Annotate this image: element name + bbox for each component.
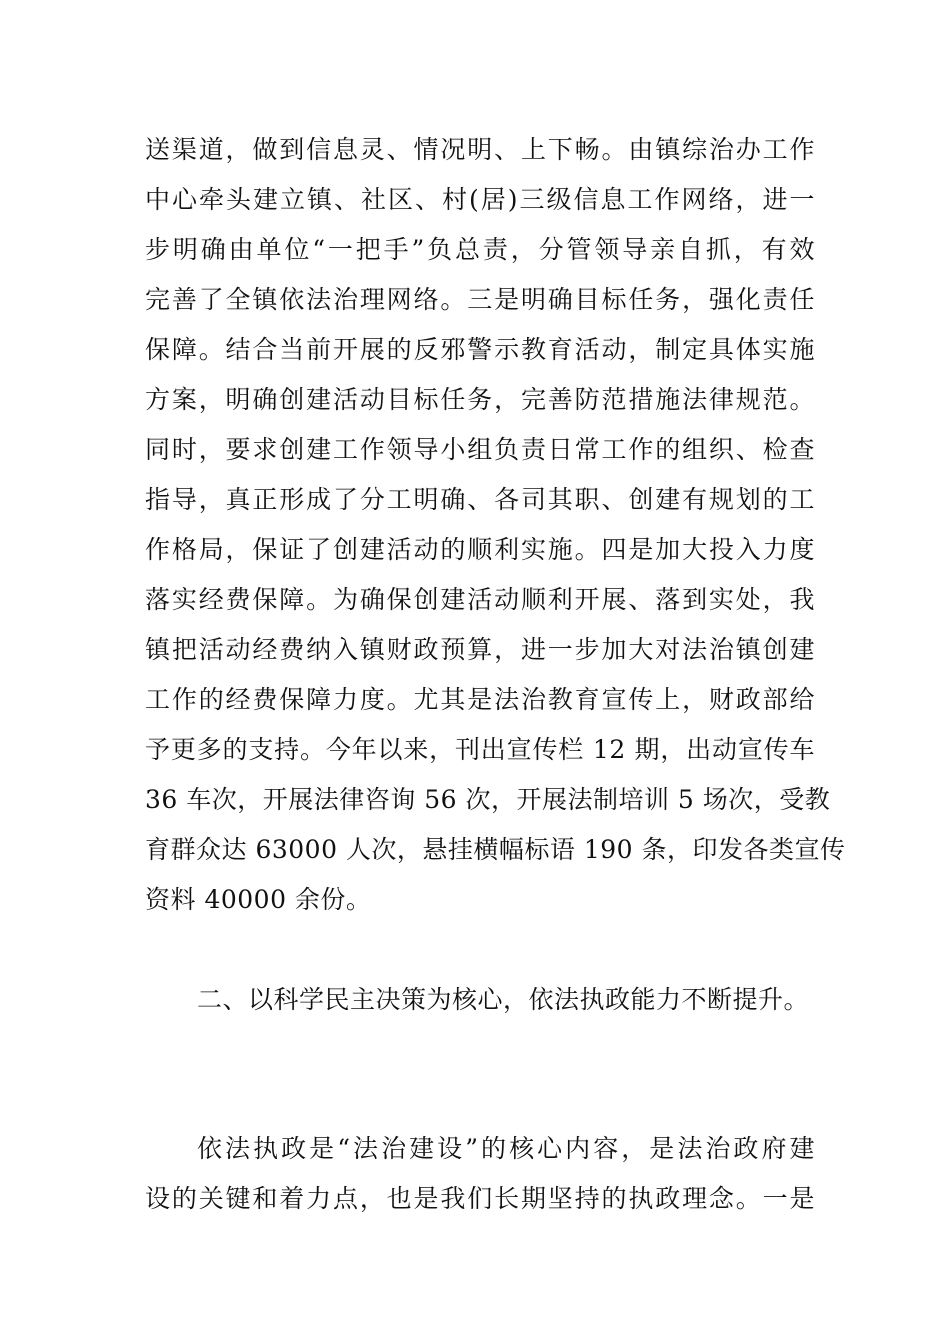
text-line: 依法执政是“法治建设”的核心内容，是法治政府建: [197, 1134, 815, 1163]
text-line: 方案，明确创建活动目标任务，完善防范措施法律规范。: [145, 385, 815, 414]
body-paragraph: [145, 1124, 815, 1224]
text-line: 资料 40000 余份。: [145, 885, 372, 914]
text-line: 落实经费保障。为确保创建活动顺利开展、落到实处，我: [145, 585, 815, 614]
text-line: 作格局，保证了创建活动的顺利实施。四是加大投入力度: [145, 535, 815, 564]
text-line: 同时，要求创建工作领导小组负责日常工作的组织、检查: [145, 435, 815, 464]
text-line: 镇把活动经费纳入镇财政预算，进一步加大对法治镇创建: [145, 635, 815, 664]
heading-text: 二、以科学民主决策为核心，依法执政能力不断提升。: [197, 985, 810, 1014]
text-line: 送渠道，做到信息灵、情况明、上下畅。由镇综治办工作: [145, 135, 815, 164]
text-line: 保障。结合当前开展的反邪警示教育活动，制定具体实施: [145, 335, 815, 364]
text-line: 育群众达 63000 人次，悬挂横幅标语 190 条，印发各类宣传: [145, 835, 846, 864]
text-line: 中心牵头建立镇、社区、村(居)三级信息工作网络，进一: [145, 185, 815, 214]
text-line: 设的关键和着力点，也是我们长期坚持的执政理念。一是: [145, 1184, 815, 1213]
text-line: 完善了全镇依法治理网络。三是明确目标任务，强化责任: [145, 285, 815, 314]
section-heading: [145, 975, 815, 1025]
text-line: 予更多的支持。今年以来，刊出宣传栏 12 期，出动宣传车: [145, 735, 815, 764]
text-line: 步明确由单位“一把手”负总责，分管领导亲自抓，有效: [145, 235, 815, 264]
text-line: 指导，真正形成了分工明确、各司其职、创建有规划的工: [145, 485, 815, 514]
text-line: 36 车次，开展法律咨询 56 次，开展法制培训 5 场次，受教: [145, 785, 831, 814]
text-line: 工作的经费保障力度。尤其是法治教育宣传上，财政部给: [145, 685, 815, 714]
body-paragraph: [145, 125, 846, 925]
